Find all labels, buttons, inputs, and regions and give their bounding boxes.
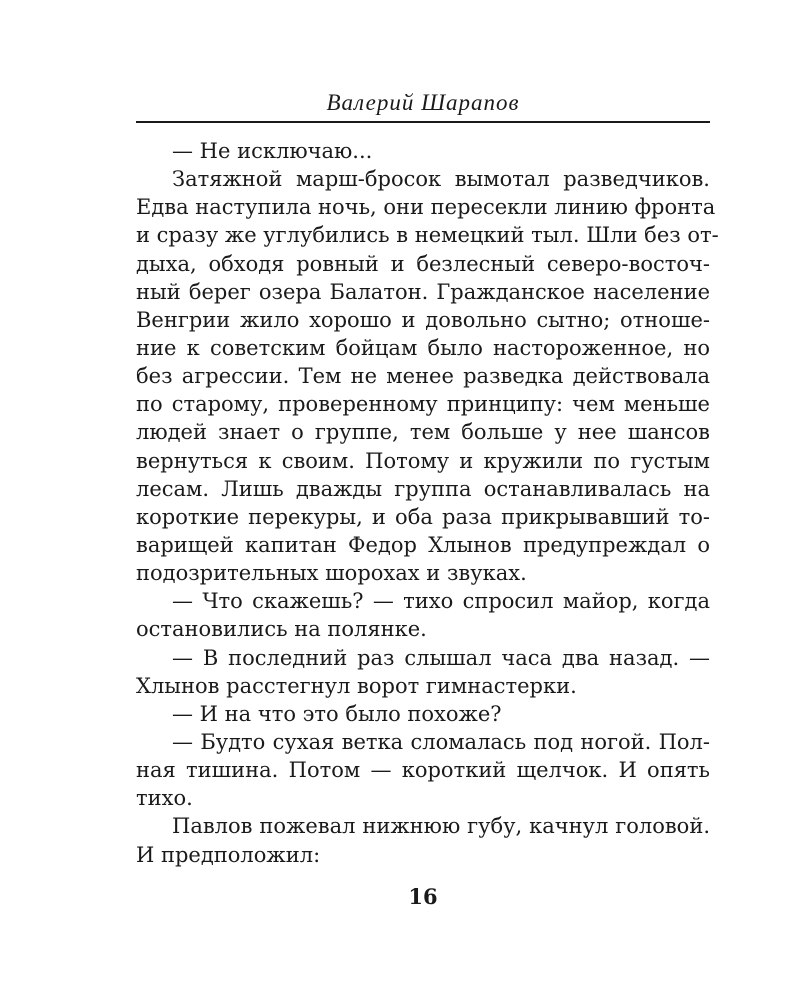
text-line: И предположил: [136, 842, 321, 867]
text-line: и сразу же углубились в немецкий тыл. Шли без от- [136, 223, 719, 248]
text-line: людей знает о группе, тем больше у нее шансов [136, 420, 710, 445]
text-line: без агрессии. Тем не менее разведка действовала [136, 364, 710, 389]
text-line: короткие перекуры, и оба раза прикрывавший то- [136, 504, 710, 529]
text-line: остановились на полянке. [136, 617, 427, 642]
text-line: Едва наступила ночь, они пересекли линию фронта [136, 195, 716, 220]
text-line: тихо. [136, 786, 193, 811]
text-line: лесам. Лишь дважды группа останавливалась на [136, 476, 710, 501]
text-line: вернуться к своим. Потому и кружили по густым [136, 448, 710, 473]
text-line: — И на что это было похоже? [172, 701, 502, 726]
text-line: ный берег озера Балатон. Гражданское население [136, 279, 710, 304]
text-line: Хлынов расстегнул ворот гимнастерки. [136, 673, 577, 698]
text-line: ние к советским бойцам было настороженное, но [136, 335, 710, 360]
text-line: по старому, проверенному принципу: чем меньше [136, 392, 710, 417]
page-number: 16 [408, 884, 438, 909]
page-body [136, 137, 719, 869]
text-line: — В последний раз слышал часа два назад. — [172, 645, 710, 670]
text-line: ная тишина. Потом — короткий щелчок. И опять [136, 758, 710, 783]
header-rule [136, 121, 710, 123]
text-line: Затяжной марш-бросок вымотал разведчиков. [172, 167, 710, 192]
text-line: — Что скажешь? — тихо спросил майор, когда [172, 589, 710, 614]
running-header: Валерий Шарапов [326, 90, 520, 115]
text-line: — Будто сухая ветка сломалась под ногой. Пол- [172, 729, 710, 754]
text-line: — Не исключаю... [172, 139, 373, 163]
text-line: Венгрии жило хорошо и довольно сытно; отноше- [136, 307, 710, 332]
text-line: дыха, обходя ровный и безлесный северо-восточ- [136, 251, 710, 276]
text-line: варищей капитан Федор Хлынов предупреждал о [136, 532, 710, 557]
text-line: Павлов пожевал нижнюю губу, качнул головой. [172, 814, 710, 839]
text-line: подозрительных шорохах и звуках. [136, 561, 527, 586]
